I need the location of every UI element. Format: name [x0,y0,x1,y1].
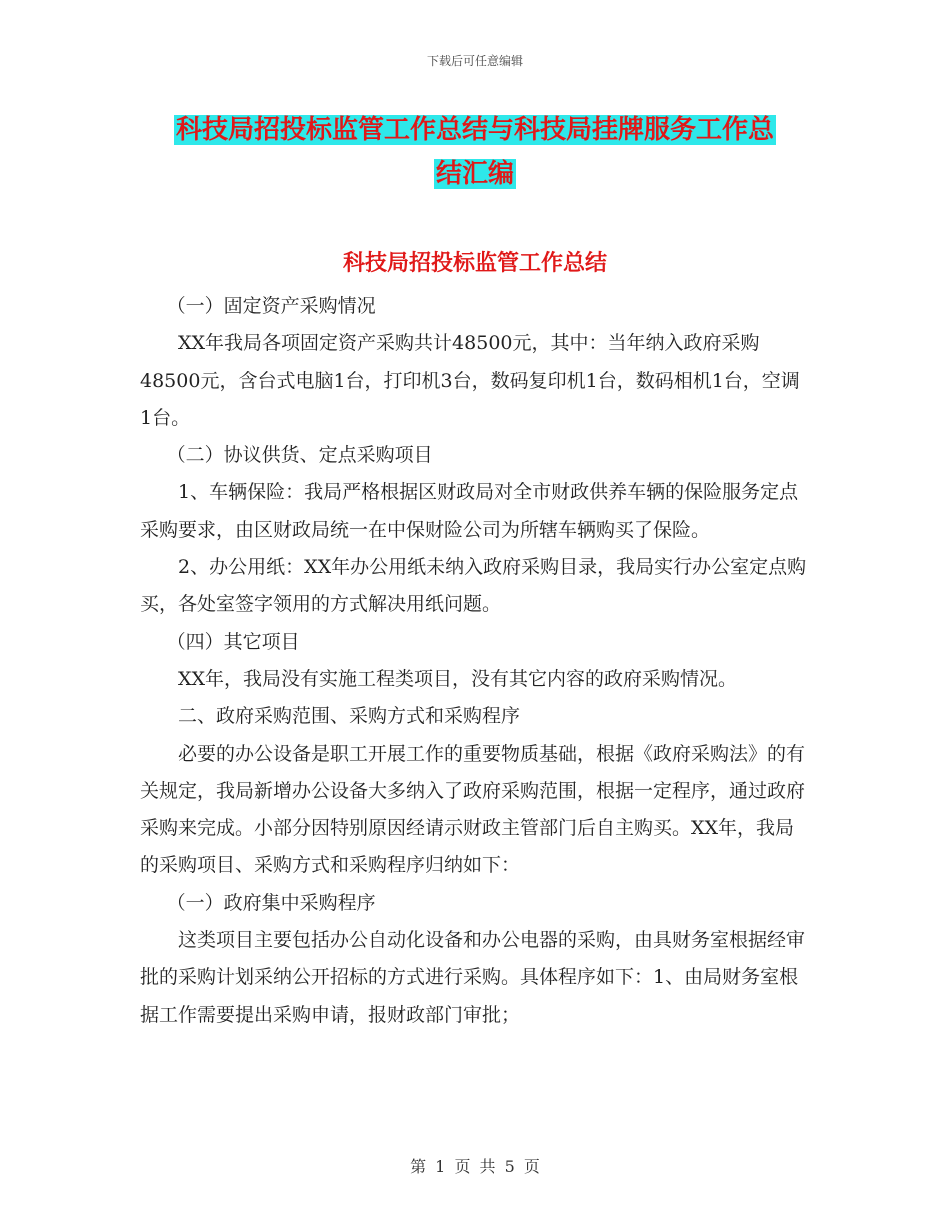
paragraph: XX年，我局没有实施工程类项目，没有其它内容的政府采购情况。 [178,667,738,690]
paragraph: （一）固定资产采购情况 [166,295,376,317]
section-title: 科技局招投标监管工作总结 [342,250,607,276]
paragraph: XX年我局各项固定资产采购共计48500元，其中：当年纳入政府采购48500元，含台式电脑1台，打印机3台，数码复印机1台，数码相机1台，空调1台。 [140,332,800,429]
title-line-2: 结汇编 [435,159,514,189]
body-text [140,288,810,1034]
paragraph: （二）协议供货、定点采购项目 [166,444,433,467]
paragraph: 这类项目主要包括办公自动化设备和办公电器的采购，由具财务室根据经审批的采购计划采纳公开招标的方式进行采购。具体程序如下：1、由局财务室根据工作需要提出采购申请，报财政部门审批； [140,929,806,1026]
title-line-1: 科技局招投标监管工作总结与科技局挂牌服务工作总 [175,115,774,145]
paragraph: 必要的办公设备是职工开展工作的重要物质基础，根据《政府采购法》的有关规定，我局新增办公设备大多纳入了政府采购范围，根据一定程序，通过政府采购来完成。小部分因特别原因经请示财政主管部门后自主购买。XX年，我局的采购项目、采购方式和采购程序归纳如下： [140,742,806,877]
document-title [0,108,950,196]
paragraph: 1、车辆保险：我局严格根据区财政局对全市财政供养车辆的保险服务定点采购要求，由区财政局统一在中保财险公司为所辖车辆购买了保险。 [140,481,799,541]
header-note: 下载后可任意编辑 [426,54,523,68]
page-footer: 第 1 页 共 5 页 [410,1157,540,1176]
paragraph: （一）政府集中采购程序 [166,891,376,914]
paragraph: 2、办公用纸：XX年办公用纸未纳入政府采购目录，我局实行办公室定点购买，各处室签字领用的方式解决用纸问题。 [140,556,807,616]
paragraph: （四）其它项目 [166,630,300,653]
paragraph: 二、政府采购范围、采购方式和采购程序 [178,705,521,728]
